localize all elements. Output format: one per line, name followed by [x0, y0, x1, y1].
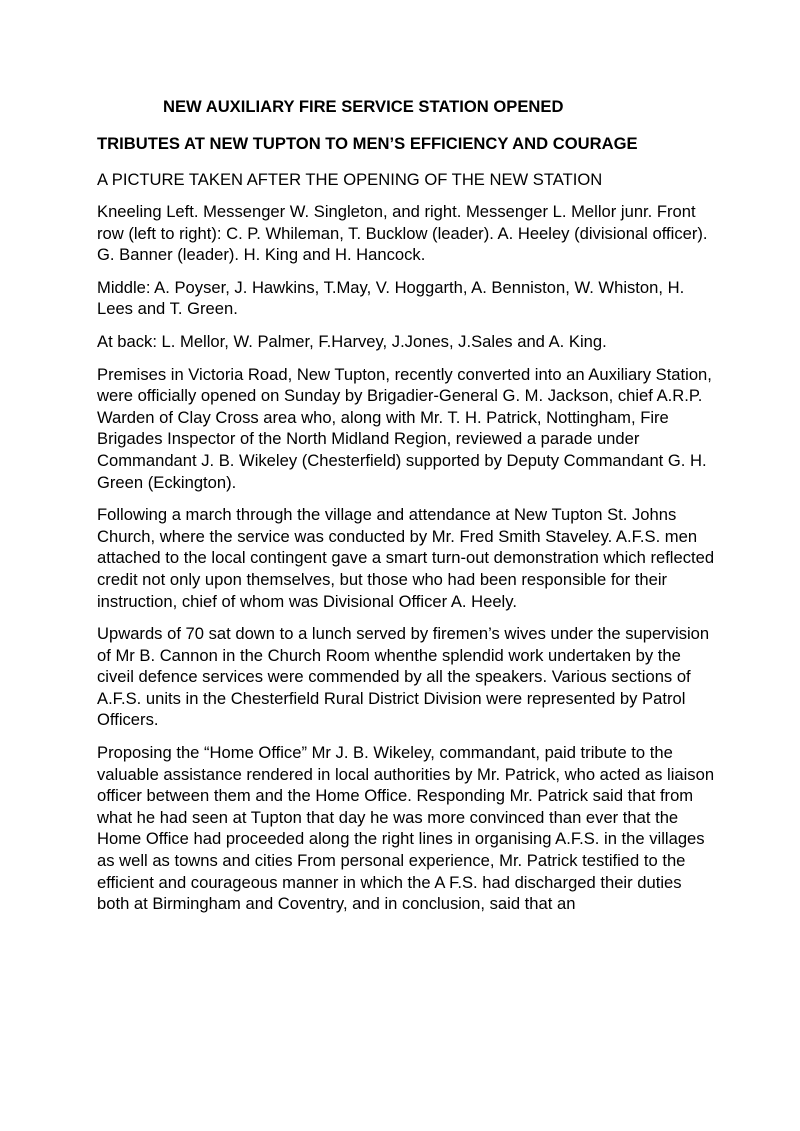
caption-back-row: At back: L. Mellor, W. Palmer, F.Harvey, J.Jones, J.Sales and A. King.: [97, 331, 607, 351]
article-title: NEW AUXILIARY FIRE SERVICE STATION OPENED: [163, 97, 564, 116]
photo-caption-heading: A PICTURE TAKEN AFTER THE OPENING OF THE NEW STATION: [97, 170, 603, 189]
caption-middle-row: Middle: A. Poyser, J. Hawkins, T.May, V. Hoggarth, A. Benniston, W. Whiston, H. Lees and T. Green.: [97, 277, 685, 319]
caption-kneeling-front-row: Kneeling Left. Messenger W. Singleton, and right. Messenger L. Mellor junr. Front row (left to right): C. P. Whileman, T. Bucklow (leader). A. Heeley (divisional officer). G. Banner (leader). H. King and H. Hancock.: [97, 202, 708, 265]
body-paragraph-march: Following a march through the village and attendance at New Tupton St. Johns Church, where the service was conducted by Mr. Fred Smith Staveley. A.F.S. men attached to the local contingent gave a smart turn-out demonstration which reflected credit not only upon themselves, but those who had been responsible for their instruction, chief of whom was Divisional Officer A. Heely.: [97, 505, 715, 611]
document-page: [97, 96, 717, 926]
article-subtitle: TRIBUTES AT NEW TUPTON TO MEN’S EFFICIENCY AND COURAGE: [97, 134, 638, 153]
body-paragraph-opening: Premises in Victoria Road, New Tupton, recently converted into an Auxiliary Station, were officially opened on Sunday by Brigadier-General G. M. Jackson, chief A.R.P. Warden of Clay Cross area who, along with Mr. T. H. Patrick, Nottingham, Fire Brigades Inspector of the North Midland Region, reviewed a parade under Commandant J. B. Wikeley (Chesterfield) supported by Deputy Commandant G. H. Green (Eckington).: [97, 364, 712, 492]
body-paragraph-lunch: Upwards of 70 sat down to a lunch served by firemen’s wives under the supervision of Mr B. Cannon in the Church Room whenthe splendid work undertaken by the civeil defence services were commended by all the speakers. Various sections of A.F.S. units in the Chesterfield Rural District Division were represented by Patrol Officers.: [97, 624, 710, 730]
body-paragraph-home-office: Proposing the “Home Office” Mr J. B. Wikeley, commandant, paid tribute to the valuable assistance rendered in local authorities by Mr. Patrick, who acted as liaison officer between them and the Home Office. Responding Mr. Patrick said that from what he had seen at Tupton that day he was more convinced than ever that the Home Office had proceeded along the right lines in organising A.F.S. in the villages as well as towns and cities From personal experience, Mr. Patrick testified to the efficient and courageous manner in which the A F.S. had discharged their duties both at Birmingham and Coventry, and in conclusion, said that an: [97, 743, 715, 914]
